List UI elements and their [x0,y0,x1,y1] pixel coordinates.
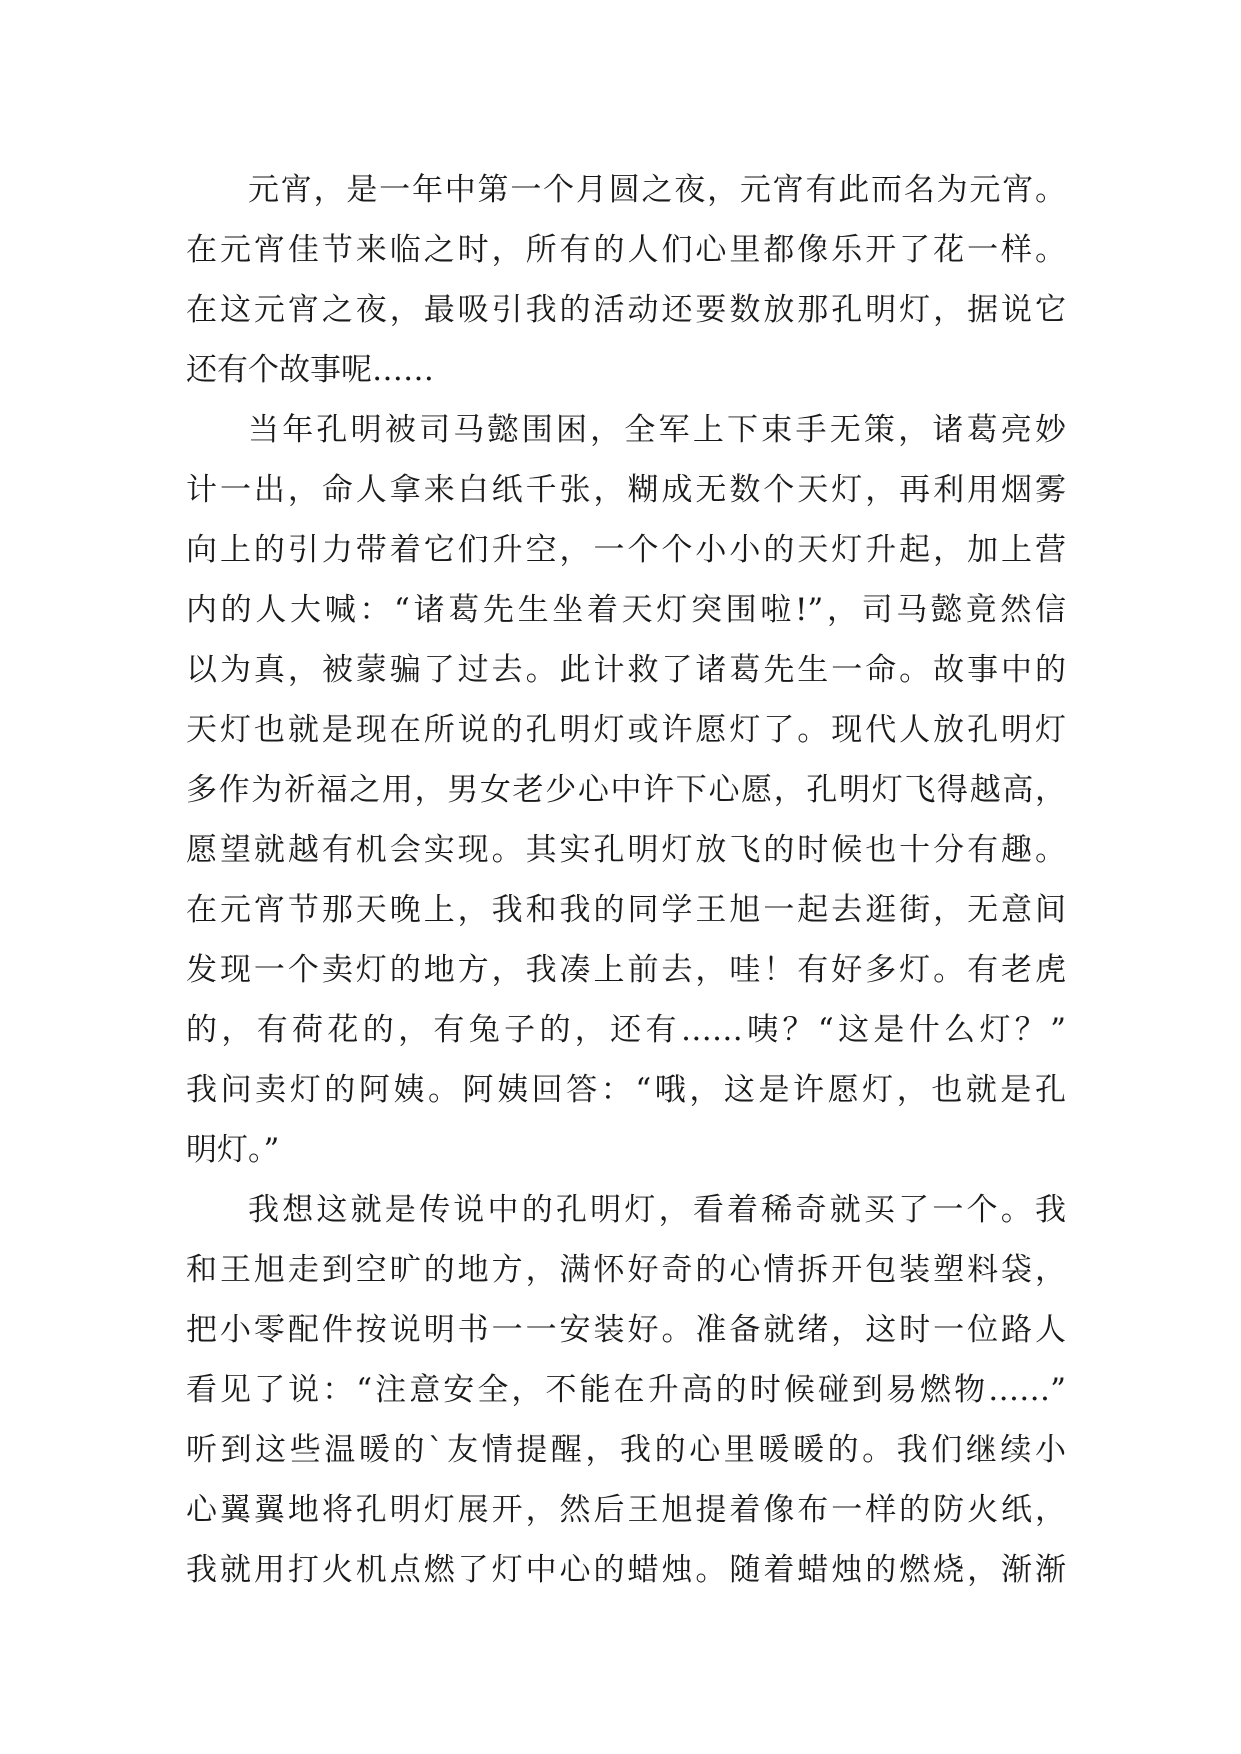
text-line: 我问卖灯的阿姨。阿姨回答：“哦，这是许愿灯，也就是孔 [186,1072,1066,1108]
text-line: 向上的引力带着它们升空，一个个小小的天灯升起，加上营 [186,532,1066,568]
text-line: 明灯。” [186,1132,280,1168]
paragraph-3 [186,1180,1066,1600]
text-line: 在这元宵之夜，最吸引我的活动还要数放那孔明灯，据说它 [186,292,1066,328]
text-line: 计一出，命人拿来白纸千张，糊成无数个天灯，再利用烟雾 [186,472,1066,508]
text-line: 我就用打火机点燃了灯中心的蜡烛。随着蜡烛的燃烧，渐渐 [186,1552,1066,1588]
paragraph-1 [186,160,1066,400]
text-line: 当年孔明被司马懿围困，全军上下束手无策，诸葛亮妙 [248,412,1066,448]
text-line: 元宵，是一年中第一个月圆之夜，元宵有此而名为元宵。 [248,172,1066,208]
text-line: 在元宵佳节来临之时，所有的人们心里都像乐开了花一样。 [186,232,1066,268]
text-line: 心翼翼地将孔明灯展开，然后王旭提着像布一样的防火纸， [186,1492,1066,1528]
text-line: 还有个故事呢…… [186,352,434,388]
paragraph-2 [186,400,1066,1180]
text-line: 看见了说：“注意安全，不能在升高的时候碰到易燃物……” [186,1372,1066,1408]
text-line: 天灯也就是现在所说的孔明灯或许愿灯了。现代人放孔明灯 [186,712,1066,748]
text-line: 把小零配件按说明书一一安装好。准备就绪，这时一位路人 [186,1312,1066,1348]
text-line: 听到这些温暖的`友情提醒，我的心里暖暖的。我们继续小 [186,1432,1066,1468]
text-line: 内的人大喊：“诸葛先生坐着天灯突围啦!”，司马懿竟然信 [186,592,1066,628]
text-line: 和王旭走到空旷的地方，满怀好奇的心情拆开包装塑料袋， [186,1252,1066,1288]
essay-body [186,160,1066,1600]
text-line: 在元宵节那天晚上，我和我的同学王旭一起去逛街，无意间 [186,892,1066,928]
text-line: 多作为祈福之用，男女老少心中许下心愿，孔明灯飞得越高， [186,772,1066,808]
text-line: 愿望就越有机会实现。其实孔明灯放飞的时候也十分有趣。 [186,832,1066,868]
text-line: 我想这就是传说中的孔明灯，看着稀奇就买了一个。我 [248,1192,1066,1228]
text-line: 的，有荷花的，有兔子的，还有……咦？“这是什么灯？” [186,1012,1066,1048]
text-line: 以为真，被蒙骗了过去。此计救了诸葛先生一命。故事中的 [186,652,1066,688]
text-line: 发现一个卖灯的地方，我凑上前去，哇！有好多灯。有老虎 [186,952,1066,988]
